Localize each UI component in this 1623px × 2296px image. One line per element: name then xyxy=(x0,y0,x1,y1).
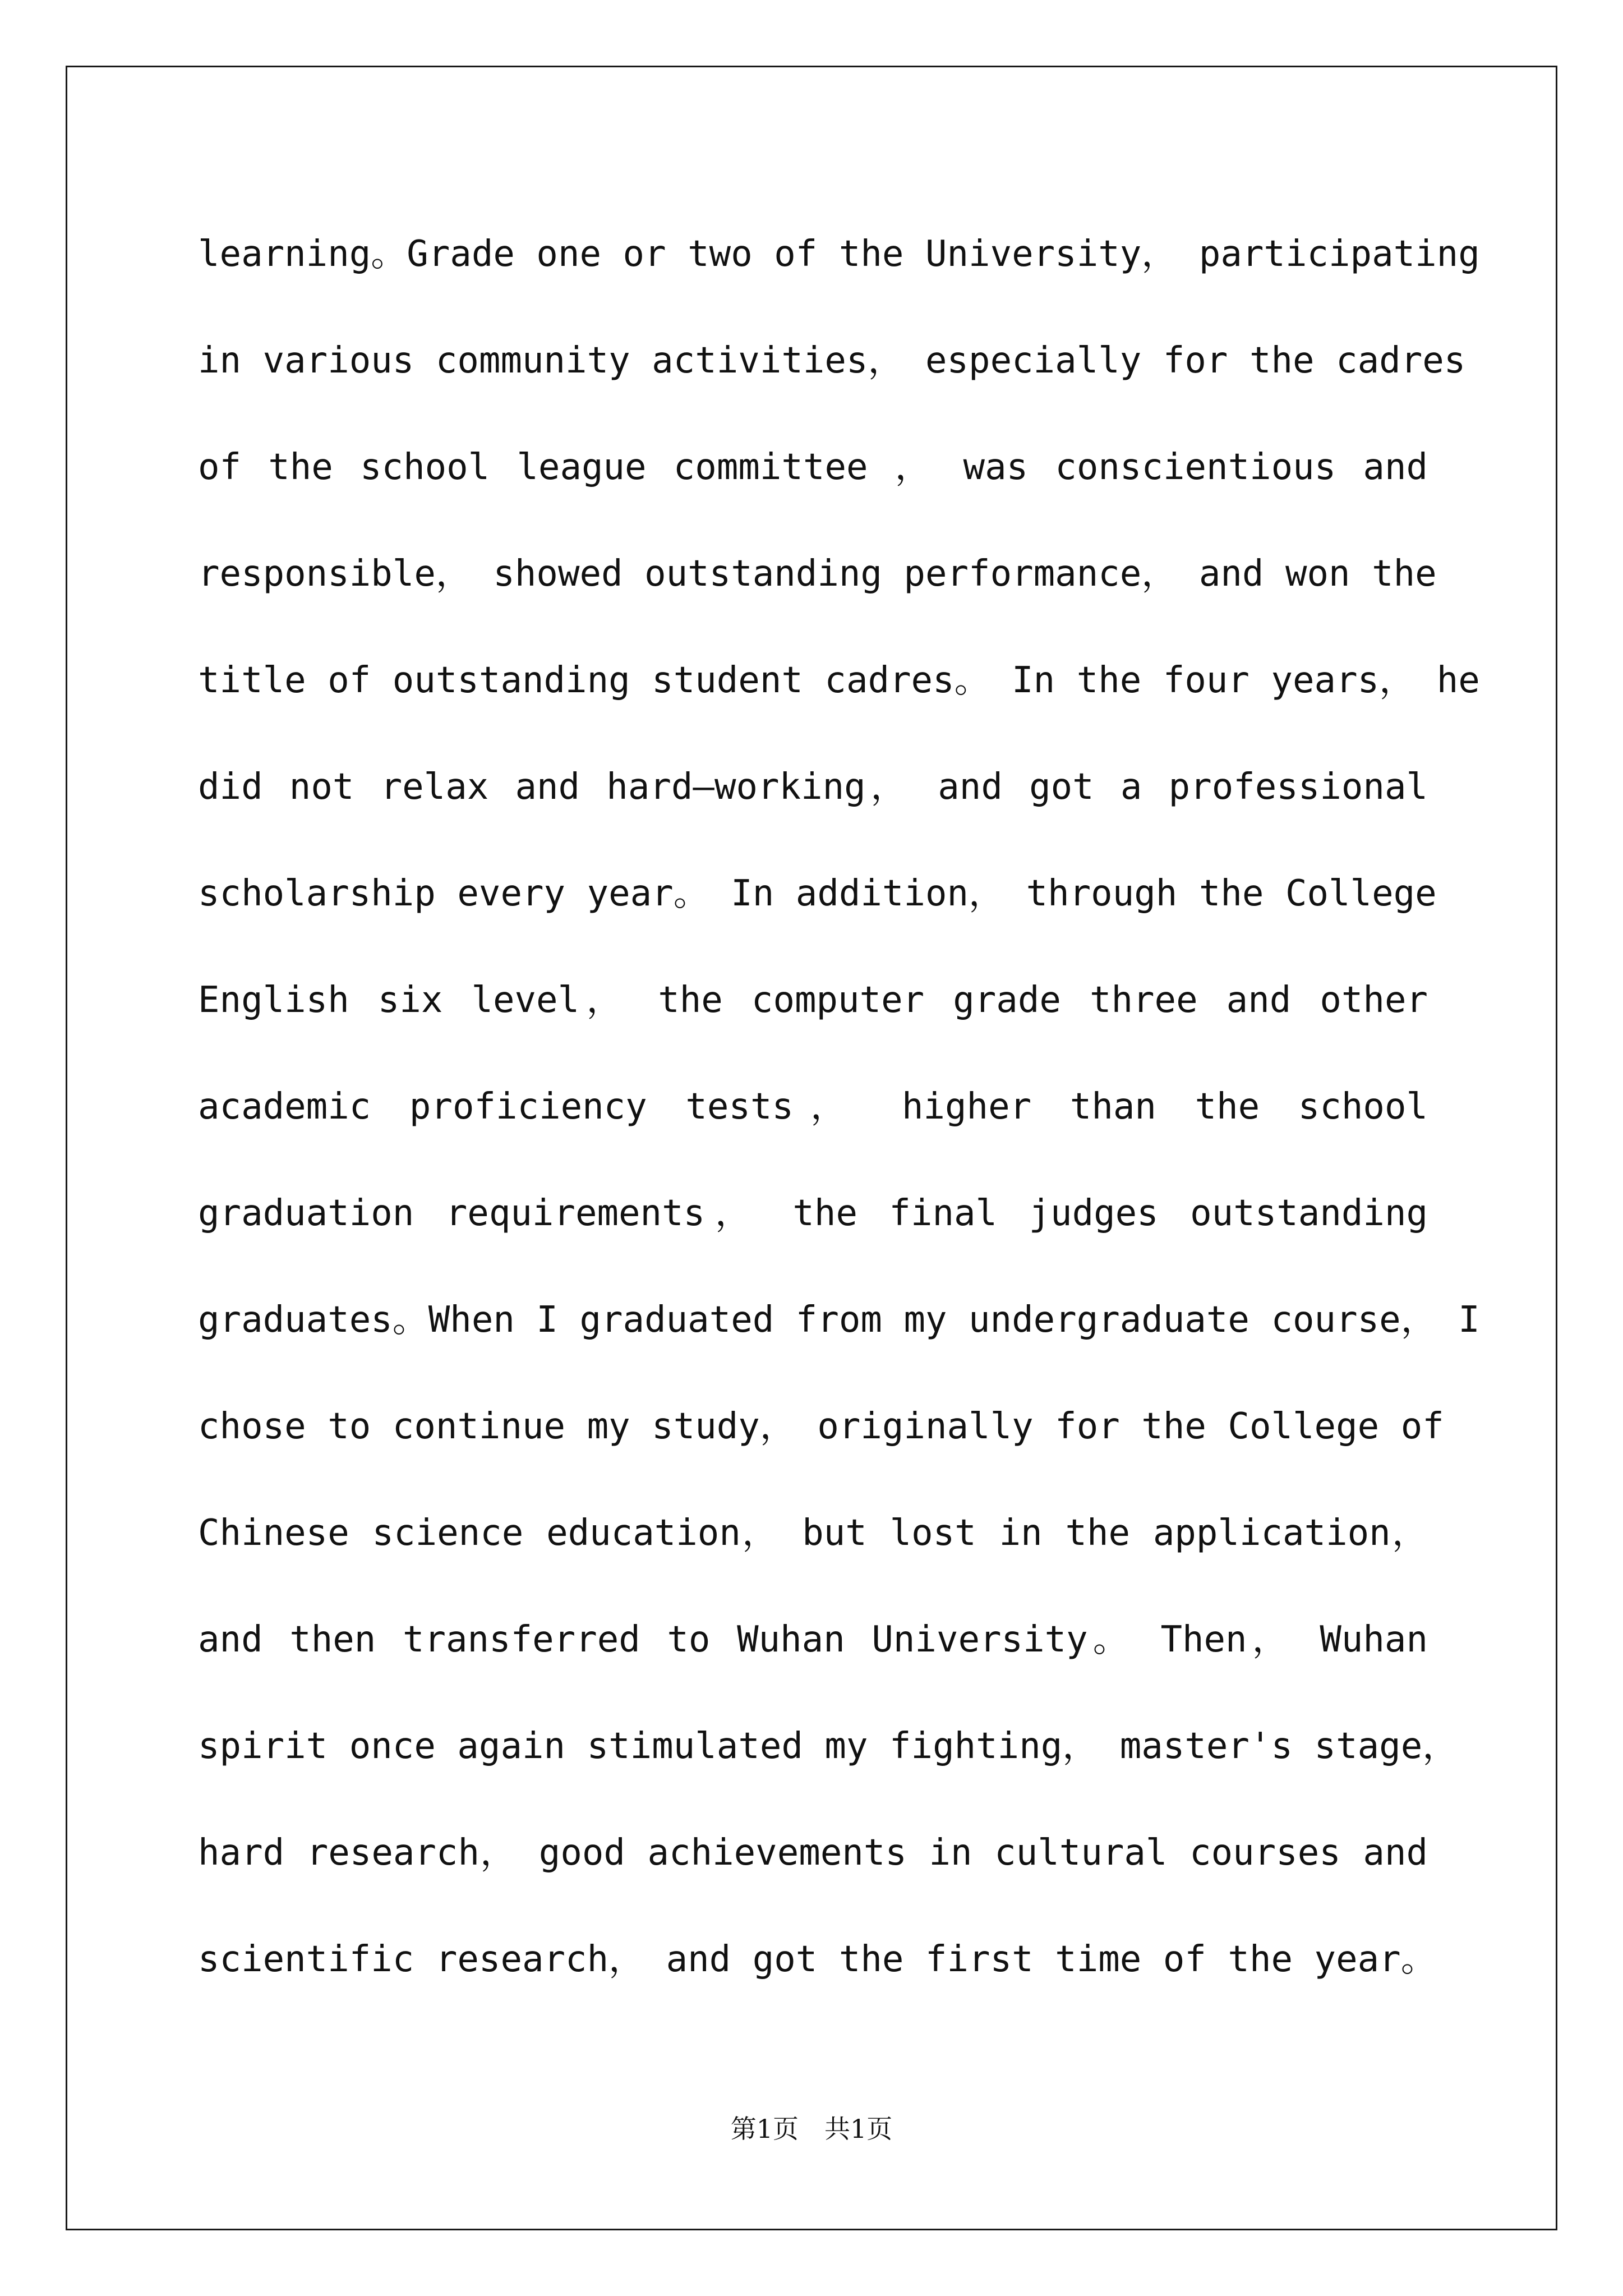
page-border xyxy=(66,66,1557,2230)
text-line: did not relax and hard—working， and got a professional xyxy=(198,766,1428,808)
text-line: scientific research， and got the first time of the year。 xyxy=(198,1939,1437,1980)
text-line: learning。Grade one or two of the University， participating xyxy=(198,233,1480,275)
text-line: spirit once again stimulated my fighting， master's stage， xyxy=(198,1726,1459,1767)
text-line: academic proficiency tests， higher than the school xyxy=(198,1086,1428,1128)
text-line: graduation requirements， the final judges outstanding xyxy=(198,1193,1428,1234)
text-line: and then transferred to Wuhan University。 Then， Wuhan xyxy=(198,1619,1428,1660)
text-line: title of outstanding student cadres。 In the four years， he xyxy=(198,660,1480,701)
page-number-footer: 第1页 共1页 xyxy=(730,2114,893,2144)
text-line: responsible， showed outstanding performance， and won the xyxy=(198,553,1437,595)
text-line: hard research， good achievements in cultural courses and xyxy=(198,1832,1428,1874)
text-line: graduates。When I graduated from my undergraduate course， I xyxy=(198,1299,1480,1341)
text-line: English six level， the computer grade three and other xyxy=(198,979,1428,1021)
text-line: in various community activities， especially for the cadres xyxy=(198,340,1466,381)
text-line: of the school league committee ， was conscientious and xyxy=(198,447,1428,488)
text-line: Chinese science education， but lost in the application， xyxy=(198,1512,1428,1554)
text-line: scholarship every year。 In addition， through the College xyxy=(198,873,1437,914)
text-line: chose to continue my study， originally for the College of xyxy=(198,1406,1444,1447)
